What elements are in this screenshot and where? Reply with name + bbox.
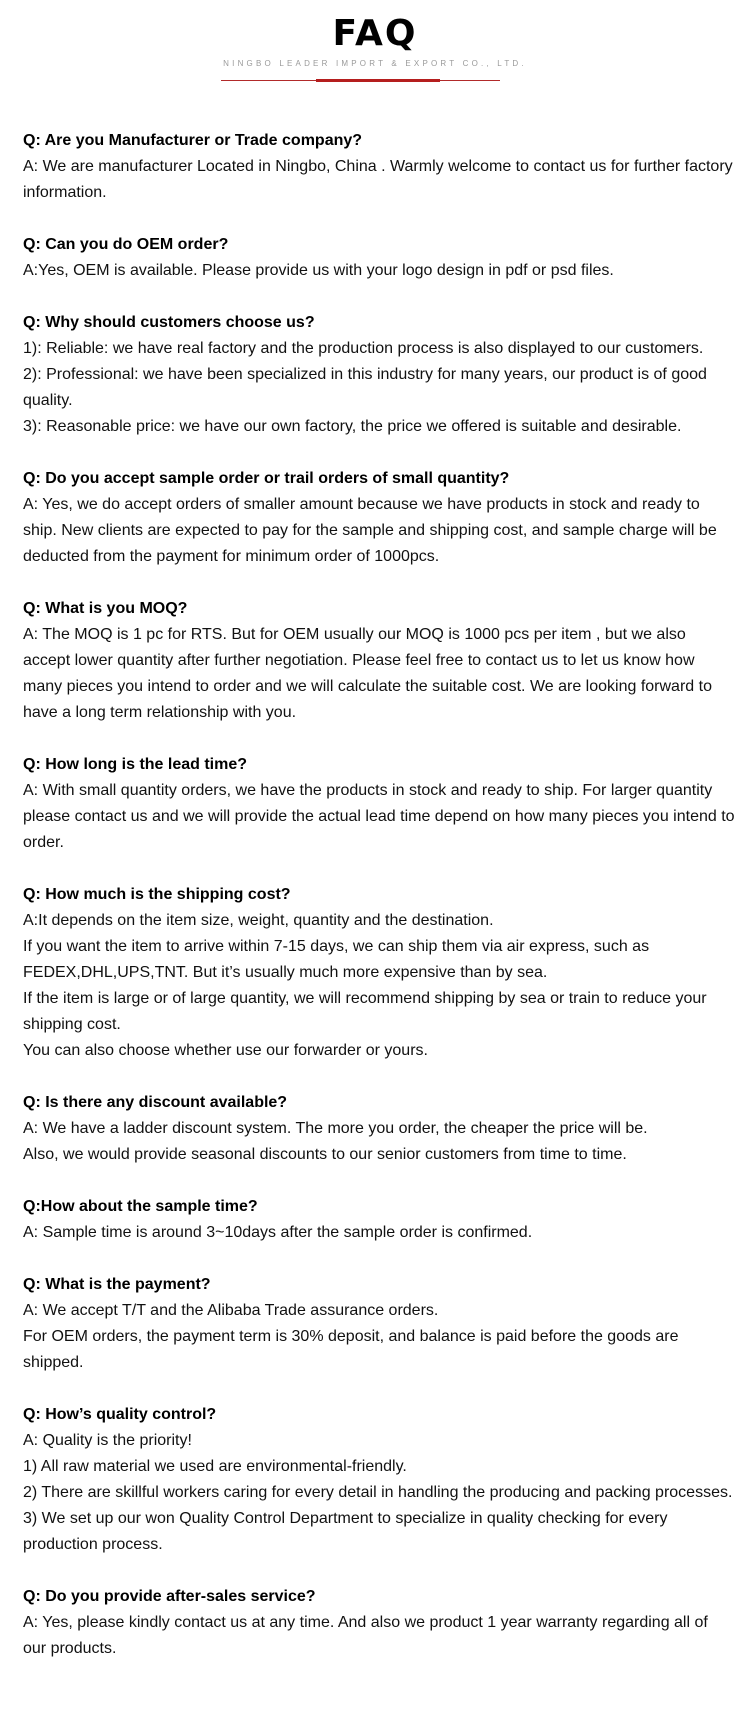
faq-answer-line: A: Sample time is around 3~10days after the sample order is confirmed.: [23, 1224, 533, 1241]
faq-item: [23, 752, 735, 856]
faq-answer-line: For OEM orders, the payment term is 30% deposit, and balance is paid before the goods are shipped.: [23, 1328, 679, 1371]
faq-answer-line: A: Quality is the priority!: [23, 1432, 192, 1449]
company-subtitle: NINGBO LEADER IMPORT & EXPORT CO., LTD.: [223, 59, 527, 68]
faq-answer-line: 3): Reasonable price: we have our own factory, the price we offered is suitable and desirable.: [23, 418, 682, 435]
faq-item: [23, 1272, 735, 1376]
faq-list: [23, 128, 735, 1688]
faq-question: Q: How long is the lead time?: [23, 756, 248, 773]
faq-answer-line: A: Yes, please kindly contact us at any time. And also we product 1 year warranty regarding all of our products.: [23, 1614, 708, 1657]
faq-item: [23, 1402, 735, 1558]
faq-answer-line: 3) We set up our won Quality Control Department to specialize in quality checking for every production process.: [23, 1510, 668, 1553]
faq-answer-line: A: Yes, we do accept orders of smaller amount because we have products in stock and ready to ship. New clients are expected to pay for the sample and shipping cost, and sample charge will be deducted from the payment for minimum order of 1000pcs.: [23, 496, 717, 565]
faq-item: [23, 232, 735, 284]
faq-answer-line: If the item is large or of large quantity, we will recommend shipping by sea or train to reduce your shipping cost.: [23, 990, 707, 1033]
faq-answer-line: A: We have a ladder discount system. The more you order, the cheaper the price will be.: [23, 1120, 648, 1137]
faq-question: Q: What is the payment?: [23, 1276, 211, 1293]
faq-answer-line: A:Yes, OEM is available. Please provide us with your logo design in pdf or psd files.: [23, 262, 614, 279]
faq-answer-line: 2) There are skillful workers caring for every detail in handling the producing and packing processes.: [23, 1484, 733, 1501]
faq-item: [23, 1194, 735, 1246]
faq-question: Q: Do you accept sample order or trail orders of small quantity?: [23, 470, 510, 487]
faq-question: Q: How much is the shipping cost?: [23, 886, 291, 903]
faq-question: Q: Can you do OEM order?: [23, 236, 229, 253]
faq-answer-line: You can also choose whether use our forwarder or yours.: [23, 1042, 428, 1059]
faq-answer-line: 1) All raw material we used are environmental-friendly.: [23, 1458, 407, 1475]
faq-item: [23, 310, 735, 440]
page-header: [0, 0, 750, 100]
page-title: FAQ: [332, 13, 418, 54]
faq-answer-line: Also, we would provide seasonal discounts to our senior customers from time to time.: [23, 1146, 627, 1163]
faq-question: Q: Is there any discount available?: [23, 1094, 288, 1111]
faq-answer-line: 1): Reliable: we have real factory and the production process is also displayed to our customers.: [23, 340, 704, 357]
faq-question: Q: Are you Manufacturer or Trade company?: [23, 132, 363, 149]
header-accent-bar: [316, 79, 440, 82]
faq-question: Q: Why should customers choose us?: [23, 314, 315, 331]
faq-item: [23, 128, 735, 206]
faq-answer-line: A: We are manufacturer Located in Ningbo, China . Warmly welcome to contact us for further factory information.: [23, 158, 733, 201]
faq-question: Q: Do you provide after-sales service?: [23, 1588, 316, 1605]
faq-item: [23, 466, 735, 570]
faq-item: [23, 882, 735, 1064]
faq-answer-line: A: The MOQ is 1 pc for RTS. But for OEM usually our MOQ is 1000 pcs per item , but we also accept lower quantity after further negotiation. Please feel free to contact us to let us know how many pieces you intend to order and we will calculate the suitable cost. We are looking forward to have a long term relationship with you.: [23, 626, 712, 721]
faq-answer-line: A:It depends on the item size, weight, quantity and the destination.: [23, 912, 494, 929]
faq-answer-line: If you want the item to arrive within 7-15 days, we can ship them via air express, such as FEDEX,DHL,UPS,TNT. But it’s usually much more expensive than by sea.: [23, 938, 650, 981]
faq-question: Q:How about the sample time?: [23, 1198, 258, 1215]
faq-item: [23, 596, 735, 726]
faq-question: Q: How’s quality control?: [23, 1406, 217, 1423]
faq-answer-line: A: With small quantity orders, we have the products in stock and ready to ship. For larger quantity please contact us and we will provide the actual lead time depend on how many pieces you intend to order.: [23, 782, 735, 851]
faq-question: Q: What is you MOQ?: [23, 600, 188, 617]
faq-item: [23, 1090, 735, 1168]
faq-answer-line: A: We accept T/T and the Alibaba Trade assurance orders.: [23, 1302, 439, 1319]
faq-answer-line: 2): Professional: we have been specialized in this industry for many years, our product is of good quality.: [23, 366, 707, 409]
faq-item: [23, 1584, 735, 1662]
